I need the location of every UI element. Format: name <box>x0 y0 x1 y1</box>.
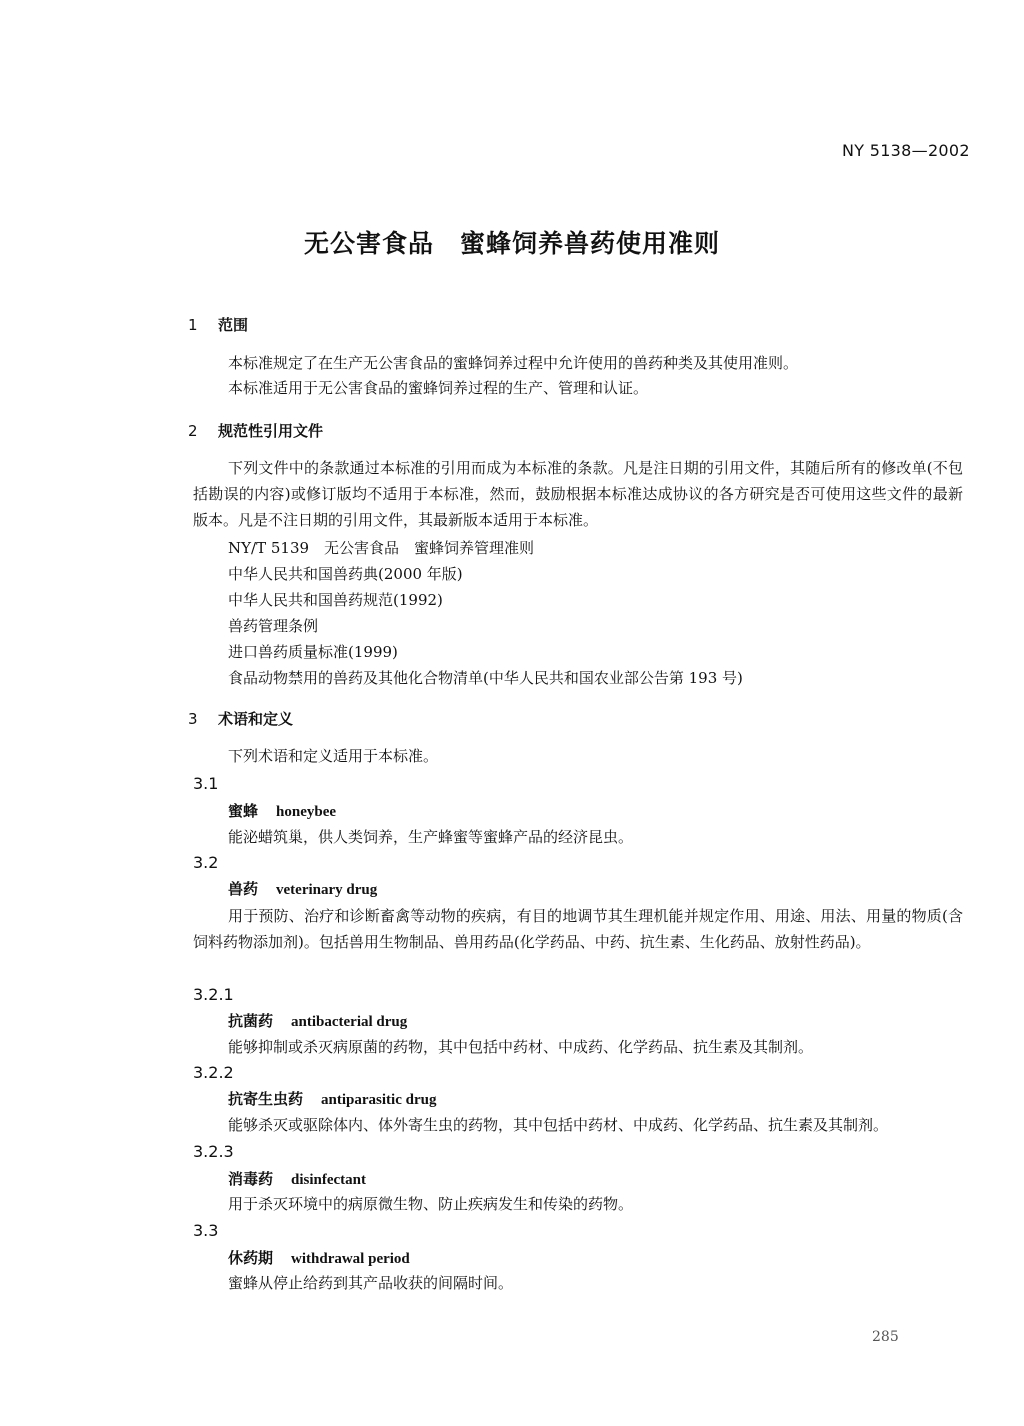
page-number: 285 <box>872 1329 899 1345</box>
term-zh: 抗寄生虫药 <box>228 1090 304 1108</box>
clause-number: 3.2.1 <box>193 985 234 1004</box>
term-definition: 能够杀灭或驱除体内、体外寄生虫的药物，其中包括中药材、中成药、化学药品、抗生素及其制剂。 <box>228 1116 889 1134</box>
term-zh: 消毒药 <box>228 1170 274 1188</box>
clause-number: 3.2 <box>193 853 219 872</box>
title-part-2: 蜜蜂饲养兽药使用准则 <box>460 229 721 258</box>
term-definition: 能泌蜡筑巢，供人类饲养，生产蜂蜜等蜜蜂产品的经济昆虫。 <box>228 828 634 846</box>
term-en: honeybee <box>276 804 337 820</box>
reference-item: 食品动物禁用的兽药及其他化合物清单(中华人民共和国农业部公告第 193 号) <box>228 669 743 687</box>
clause-number: 3.3 <box>193 1221 219 1240</box>
reference-item: NY/T 5139 无公害食品 蜜蜂饲养管理准则 <box>228 539 535 557</box>
clause-number: 3.1 <box>193 774 219 793</box>
section-heading-terms <box>188 708 293 729</box>
term-zh: 休药期 <box>228 1249 274 1267</box>
title-part-1: 无公害食品 <box>303 229 434 258</box>
term-en: withdrawal period <box>291 1251 410 1267</box>
reference-item: 中华人民共和国兽药规范(1992) <box>228 591 443 609</box>
section-number: 1 <box>188 316 198 334</box>
scope-paragraph: 本标准规定了在生产无公害食品的蜜蜂饲养过程中允许使用的兽药种类及其使用准则。 <box>228 354 799 372</box>
section-heading-references <box>188 420 323 441</box>
section-heading-scope <box>188 314 248 335</box>
section-title: 规范性引用文件 <box>218 422 324 440</box>
section-title: 范围 <box>218 316 249 334</box>
section-number: 3 <box>188 710 198 728</box>
section-number: 2 <box>188 422 198 440</box>
term-title <box>228 1168 366 1189</box>
terms-intro: 下列术语和定义适用于本标准。 <box>228 747 439 765</box>
scope-paragraph: 本标准适用于无公害食品的蜜蜂饲养过程的生产、管理和认证。 <box>228 379 649 397</box>
standard-code: NY 5138—2002 <box>842 141 970 160</box>
term-title <box>228 1247 410 1268</box>
term-en: disinfectant <box>291 1172 367 1188</box>
clause-number: 3.2.2 <box>193 1063 234 1082</box>
term-en: veterinary drug <box>276 882 378 898</box>
reference-item: 兽药管理条例 <box>228 617 319 635</box>
term-en: antiparasitic drug <box>321 1092 437 1108</box>
term-definition: 用于杀灭环境中的病原微生物、防止疾病发生和传染的药物。 <box>228 1195 634 1213</box>
reference-item: 中华人民共和国兽药典(2000 年版) <box>228 565 463 583</box>
reference-item: 进口兽药质量标准(1999) <box>228 643 398 661</box>
term-title <box>228 1010 407 1031</box>
term-title <box>228 800 336 821</box>
clause-number: 3.2.3 <box>193 1142 234 1161</box>
term-title <box>228 878 377 899</box>
term-definition: 蜜蜂从停止给药到其产品收获的间隔时间。 <box>228 1274 514 1292</box>
term-zh: 兽药 <box>228 880 259 898</box>
section-title: 术语和定义 <box>218 710 294 728</box>
term-en: antibacterial drug <box>291 1014 408 1030</box>
term-title <box>228 1088 436 1109</box>
term-zh: 抗菌药 <box>228 1012 274 1030</box>
term-definition: 能够抑制或杀灭病原菌的药物，其中包括中药材、中成药、化学药品、抗生素及其制剂。 <box>228 1038 814 1056</box>
term-definition: 用于预防、治疗和诊断畜禽等动物的疾病，有目的地调节其生理机能并规定作用、用途、用法、用量的物质(含饲料药物添加剂)。包括兽用生物制品、兽用药品(化学药品、中药、抗生素、生化药品、放射性药品)。 <box>193 907 963 951</box>
document-title <box>0 224 1024 260</box>
references-intro: 下列文件中的条款通过本标准的引用而成为本标准的条款。凡是注日期的引用文件，其随后所有的修改单(不包括勘误的内容)或修订版均不适用于本标准，然而，鼓励根据本标准达成协议的各方研究是否可使用这些文件的最新版本。凡是不注日期的引用文件，其最新版本适用于本标准。 <box>193 459 963 529</box>
term-zh: 蜜蜂 <box>228 802 259 820</box>
